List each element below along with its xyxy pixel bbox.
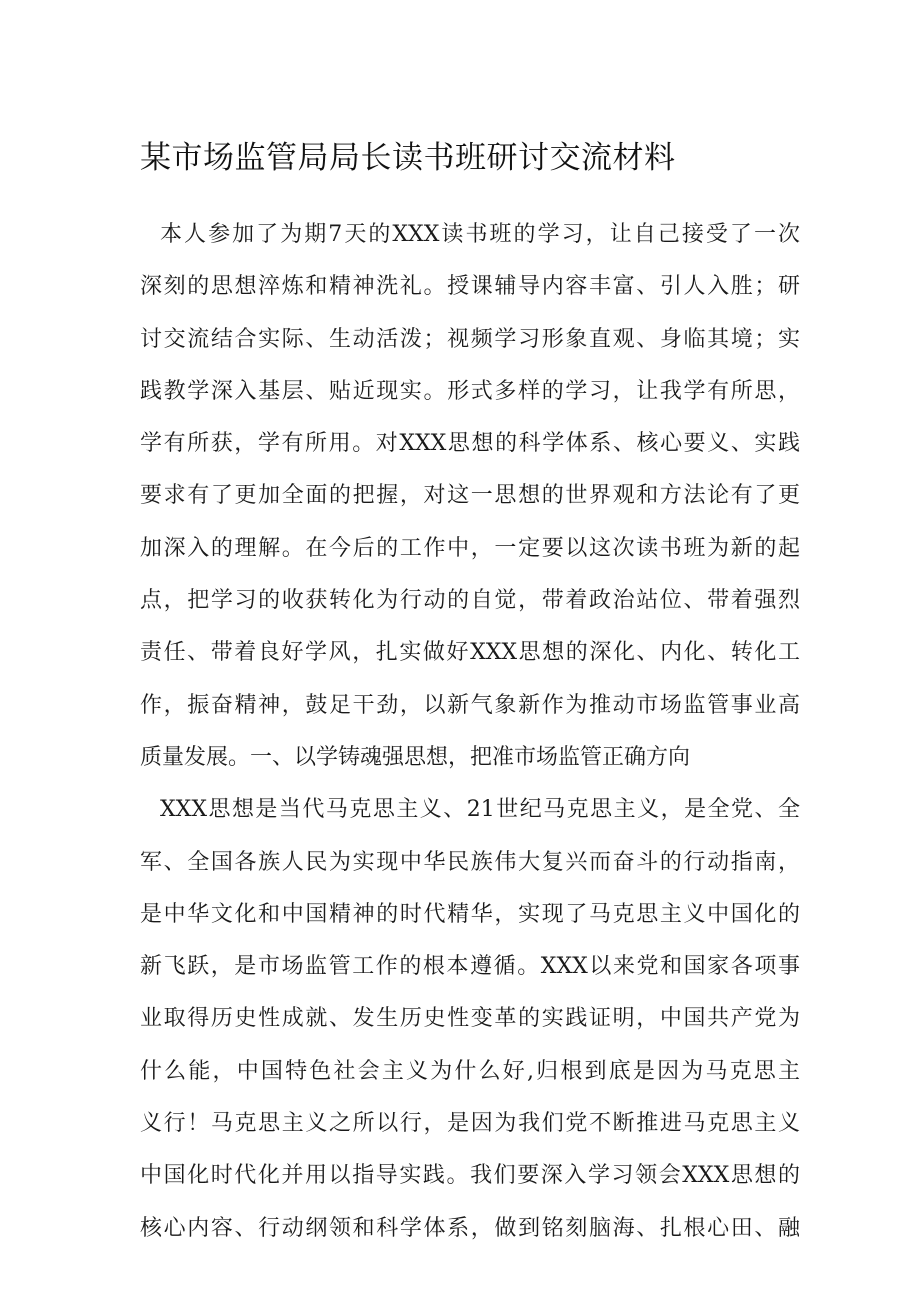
paragraph-line: 践教学深入基层、贴近现实。形式多样的学习，让我学有所思， [140,378,800,404]
paragraph-line: 学有所获，学有所用。对XXX思想的科学体系、核心要义、实践 [140,431,800,457]
paragraph-line: 责任、带着良好学风，扎实做好XXX思想的深化、内化、转化工 [140,640,800,666]
paragraph-line: 中国化时代化并用以指导实践。我们要深入学习领会XXX思想的 [140,1163,800,1189]
paragraph-line: 核心内容、行动纲领和科学体系，做到铭刻脑海、扎根心田、融 [140,1215,800,1241]
paragraph-line: 什么能，中国特色社会主义为什么好,归根到底是因为马克思主 [140,1058,800,1084]
paragraph-line: 作，振奋精神，鼓足干劲，以新气象新作为推动市场监管事业高 [140,692,800,718]
paragraph-line: 深刻的思想淬炼和精神洗礼。授课辅导内容丰富、引人入胜；研 [140,274,800,300]
paragraph-line: 点，把学习的收获转化为行动的自觉，带着政治站位、带着强烈 [140,588,800,614]
paragraph-line: 要求有了更加全面的把握，对这一思想的世界观和方法论有了更 [140,483,800,509]
paragraph-line: XXX思想是当代马克思主义、21世纪马克思主义，是全党、全 [160,797,800,823]
paragraph-line: 讨交流结合实际、生动活泼；视频学习形象直观、身临其境；实 [140,326,800,352]
paragraph-line: 加深入的理解。在今后的工作中，一定要以这次读书班为新的起 [140,535,800,561]
document-body [140,209,800,1255]
paragraph-line: 本人参加了为期7天的XXX读书班的学习，让自己接受了一次 [160,222,800,247]
paragraph-line: 义行！马克思主义之所以行，是因为我们党不断推进马克思主义 [140,1111,800,1137]
paragraph-line: 业取得历史性成就、发生历史性变革的实践证明，中国共产党为 [140,1006,800,1032]
paragraph-line: 是中华文化和中国精神的时代精华，实现了马克思主义中国化的 [140,901,800,927]
paragraph-line: 新飞跃，是市场监管工作的根本遵循。XXX以来党和国家各项事 [140,954,800,980]
document-title: 某市场监管局局长读书班研讨交流材料 [140,140,676,176]
paragraph-line: 质量发展。一、以学铸魂强思想，把准市场监管正确方向 [140,744,691,770]
paragraph-line: 军、全国各族人民为实现中华民族伟大复兴而奋斗的行动指南， [140,849,800,875]
